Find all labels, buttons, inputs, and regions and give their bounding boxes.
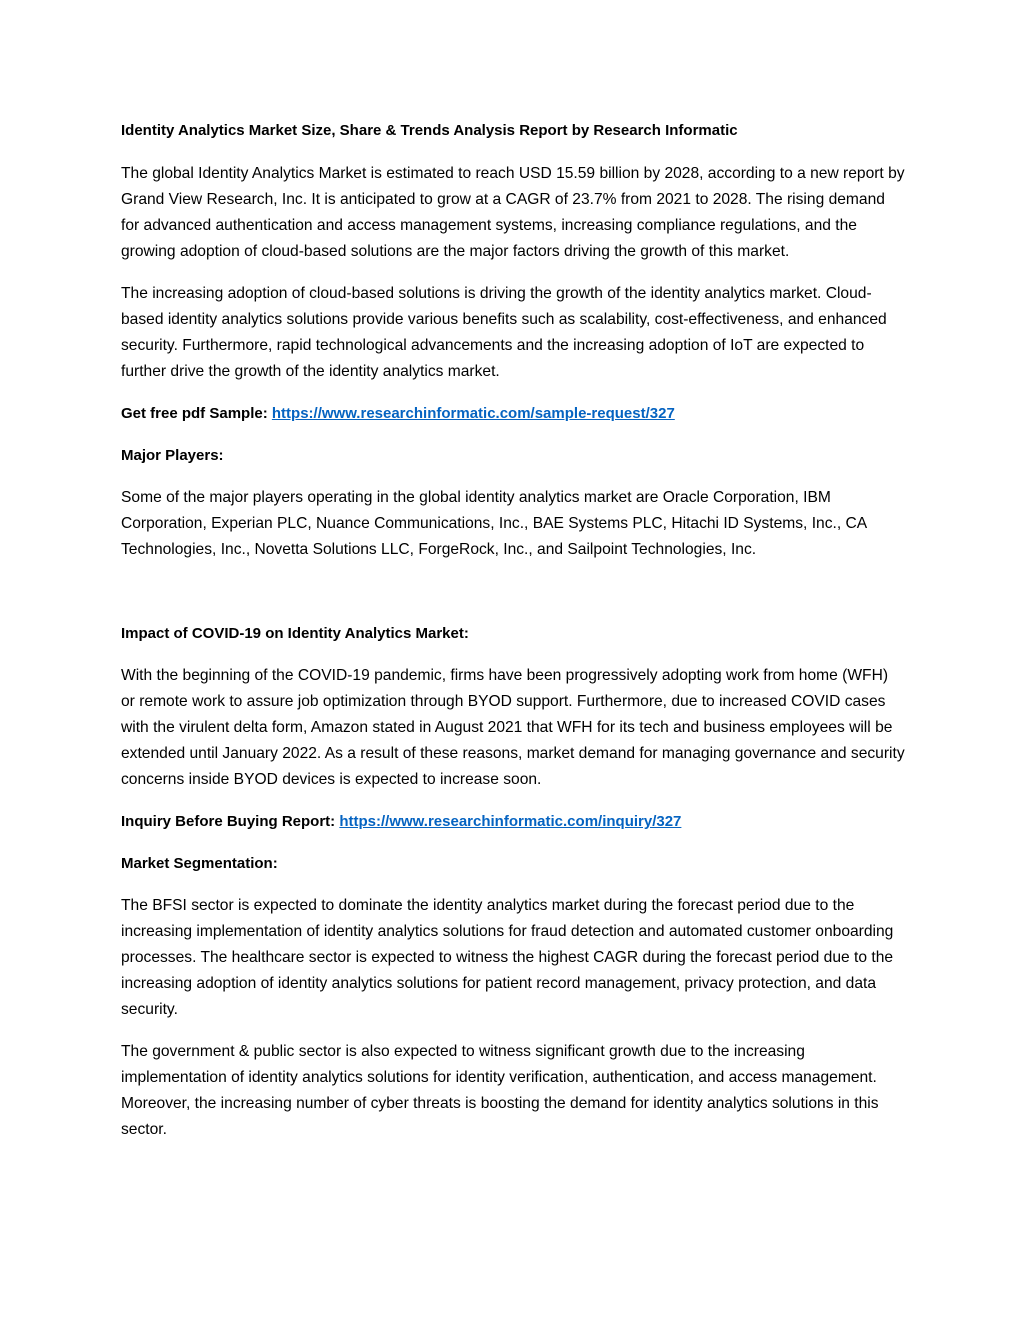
inquiry-link-line: [121, 809, 906, 835]
document-page: [121, 118, 906, 1159]
cloud-paragraph: The increasing adoption of cloud-based solutions is driving the growth of the identity analytics market. Cloud-based identity analytics solutions provide various benefits such as scalability, cost-effectiveness, and enhanced security. Furthermore, rapid technological advancements and the increasing adoption of IoT are expected to further drive the growth of the identity analytics market.: [121, 285, 887, 380]
inquiry-link-label: Inquiry Before Buying Report:: [121, 813, 336, 830]
sample-link-label: Get free pdf Sample:: [121, 405, 268, 422]
section-spacer: [121, 579, 906, 621]
document-title: Identity Analytics Market Size, Share & Trends Analysis Report by Research Informatic: [121, 122, 738, 139]
covid-paragraph: With the beginning of the COVID-19 pandemic, firms have been progressively adopting work from home (WFH) or remote work to assure job optimization through BYOD support. Furthermore, due to increased COVID cases with the virulent delta form, Amazon stated in August 2021 that WFH for its tech and business employees will be extended until January 2022. As a result of these reasons, market demand for managing governance and security concerns inside BYOD devices is expected to increase soon.: [121, 667, 905, 788]
segmentation-heading: Market Segmentation:: [121, 855, 278, 872]
major-players-paragraph: Some of the major players operating in the global identity analytics market are Oracle Corporation, IBM Corporation, Experian PLC, Nuance Communications, Inc., BAE Systems PLC, Hitachi ID Systems, Inc., CA Technologies, Inc., Novetta Solutions LLC, ForgeRock, Inc., and Sailpoint Technologies, Inc.: [121, 489, 867, 558]
intro-paragraph: The global Identity Analytics Market is estimated to reach USD 15.59 billion by 2028, according to a new report by Grand View Research, Inc. It is anticipated to grow at a CAGR of 23.7% from 2021 to 2028. The rising demand for advanced authentication and access management systems, increasing compliance regulations, and the growing adoption of cloud-based solutions are the major factors driving the growth of this market.: [121, 165, 905, 260]
sample-request-link[interactable]: https://www.researchinformatic.com/sample-request/327: [271, 405, 675, 422]
sample-link-line: [121, 401, 906, 427]
major-players-heading: Major Players:: [121, 447, 224, 464]
bfsi-paragraph: The BFSI sector is expected to dominate the identity analytics market during the forecast period due to the increasing implementation of identity analytics solutions for fraud detection and automated customer onboarding processes. The healthcare sector is expected to witness the highest CAGR during the forecast period due to the increasing adoption of identity analytics solutions for patient record management, privacy protection, and data security.: [121, 897, 894, 1018]
inquiry-link[interactable]: https://www.researchinformatic.com/inquiry/327: [339, 813, 682, 830]
covid-heading: Impact of COVID-19 on Identity Analytics Market:: [121, 625, 469, 642]
government-paragraph: The government & public sector is also expected to witness significant growth due to the increasing implementation of identity analytics solutions for identity verification, authentication, and access management. Moreover, the increasing number of cyber threats is boosting the demand for identity analytics solutions in this sector.: [121, 1043, 879, 1138]
